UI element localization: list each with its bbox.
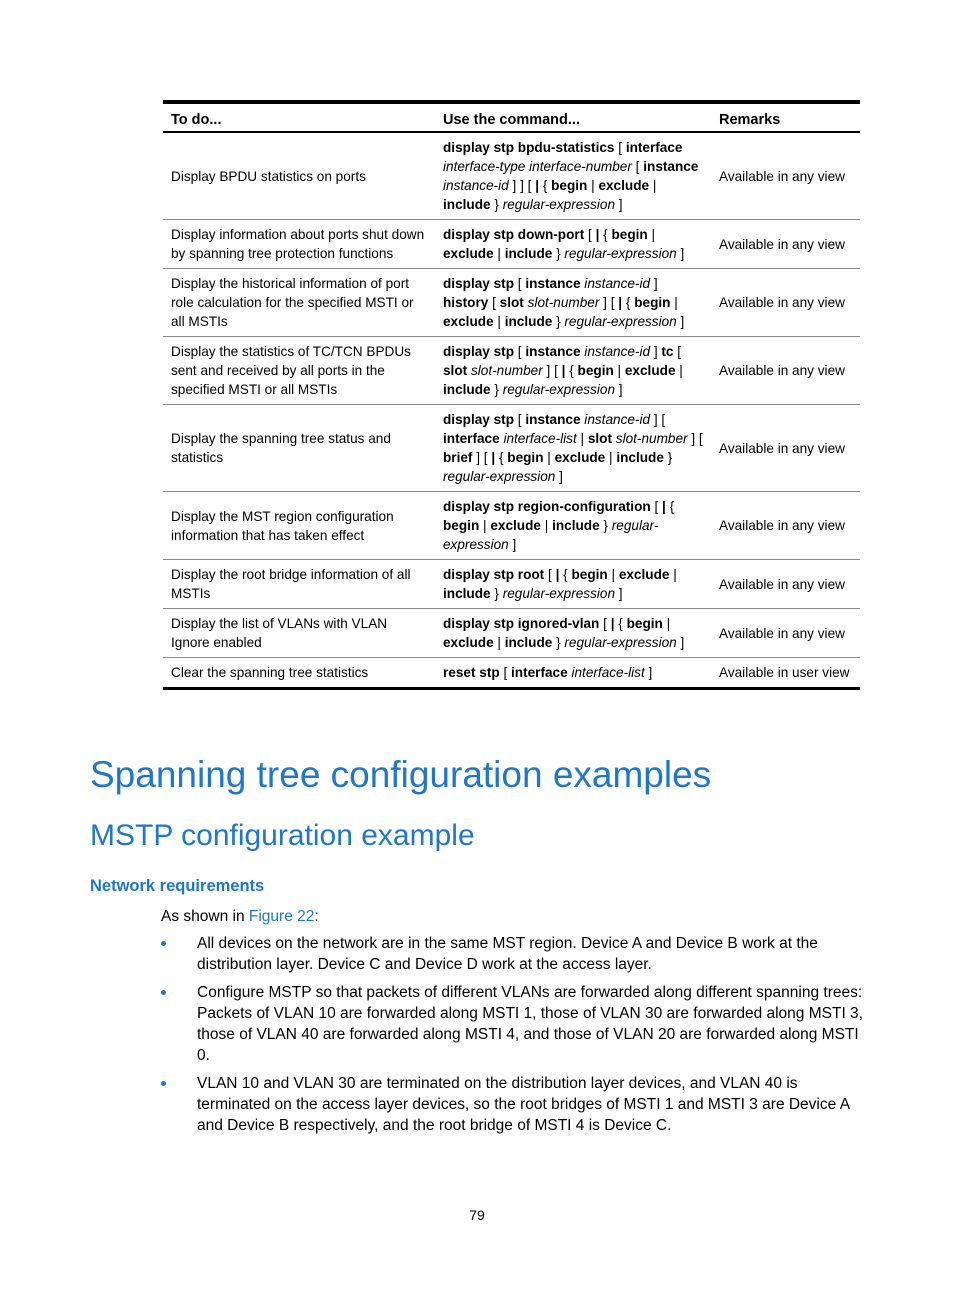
command-syntax: { xyxy=(622,295,635,310)
command-keyword: | xyxy=(662,499,666,514)
command-argument: instance-id xyxy=(584,276,651,291)
table-row xyxy=(163,609,860,658)
command-syntax: | xyxy=(670,295,678,310)
table-row xyxy=(163,560,860,609)
command-syntax: | xyxy=(675,363,683,378)
command-cell xyxy=(435,269,711,337)
intro-prefix: As shown in xyxy=(161,908,249,925)
command-syntax: [ xyxy=(599,616,611,631)
command-syntax: | xyxy=(493,246,505,261)
command-keyword: | xyxy=(555,567,560,582)
command-keyword: interface xyxy=(443,431,500,446)
command-keyword: include xyxy=(443,197,491,212)
command-argument: regular-expression xyxy=(502,586,616,601)
command-syntax: | xyxy=(605,450,617,465)
command-syntax: [ xyxy=(499,665,512,680)
command-syntax: { xyxy=(614,616,627,631)
command-cell xyxy=(435,492,711,560)
command-syntax: | xyxy=(647,227,656,242)
command-keyword: begin xyxy=(634,295,671,310)
command-keyword: instance xyxy=(643,159,699,174)
command-syntax: ] xyxy=(615,586,623,601)
bullet-icon xyxy=(161,990,166,995)
command-keyword: | xyxy=(561,363,566,378)
command-keyword: | xyxy=(535,178,539,193)
table-row xyxy=(163,220,860,269)
command-syntax: { xyxy=(599,227,612,242)
command-cell xyxy=(435,220,711,269)
command-syntax: } xyxy=(552,246,565,261)
todo-cell: Display BPDU statistics on ports xyxy=(163,132,435,220)
command-keyword: reset stp xyxy=(443,665,500,680)
command-keyword: begin xyxy=(571,567,608,582)
command-syntax: | xyxy=(543,450,555,465)
bullet-icon xyxy=(161,1081,166,1086)
subsection-title: Network requirements xyxy=(90,877,265,895)
command-keyword: display stp bpdu-statistics xyxy=(443,140,615,155)
remarks-cell: Available in any view xyxy=(711,269,860,337)
command-syntax: | xyxy=(493,314,505,329)
table-row xyxy=(163,492,860,560)
command-syntax: [ xyxy=(514,412,526,427)
list-item xyxy=(161,933,866,975)
remarks-cell: Available in any view xyxy=(711,405,860,492)
bullet-icon xyxy=(161,941,166,946)
list-item xyxy=(161,1073,866,1136)
command-keyword: begin xyxy=(577,363,614,378)
table-row xyxy=(163,269,860,337)
command-argument: regular-expression xyxy=(564,314,677,329)
command-keyword: tc xyxy=(661,344,674,359)
command-syntax: ] xyxy=(615,382,623,397)
command-syntax: | xyxy=(613,363,625,378)
command-syntax: [ xyxy=(514,344,526,359)
command-argument: slot-number xyxy=(615,431,688,446)
command-syntax: [ xyxy=(673,344,682,359)
todo-cell: Clear the spanning tree statistics xyxy=(163,658,435,689)
command-cell xyxy=(435,405,711,492)
command-cell xyxy=(435,609,711,658)
command-syntax: ] xyxy=(650,344,662,359)
remarks-cell: Available in any view xyxy=(711,560,860,609)
command-keyword: exclude xyxy=(443,246,494,261)
command-syntax: ] [ xyxy=(650,412,666,427)
command-argument: regular-expression xyxy=(502,197,616,212)
command-argument: instance-id xyxy=(584,412,651,427)
command-keyword: exclude xyxy=(443,635,494,650)
command-argument: instance-id xyxy=(443,178,509,193)
list-item-text: Configure MSTP so that packets of different VLANs are forwarded along different spanning trees: Packets of VLAN 10 are forwarded along MSTI 1, those of VLAN 30 are forwarded along MSTI 3, those of VLAN 40 are forwarded along MSTI 4, and those of VLAN 20 are forwarded along MSTI 0. xyxy=(197,984,863,1064)
command-keyword: instance xyxy=(525,344,581,359)
command-syntax: } xyxy=(490,586,503,601)
command-syntax: ] xyxy=(676,314,685,329)
intro-paragraph xyxy=(161,906,319,927)
command-argument: regular-expression xyxy=(564,635,677,650)
command-cell xyxy=(435,560,711,609)
command-argument: interface-list xyxy=(571,665,645,680)
command-keyword: slot xyxy=(499,295,524,310)
header-remarks: Remarks xyxy=(711,102,860,132)
command-keyword: begin xyxy=(551,178,588,193)
command-keyword: | xyxy=(491,450,496,465)
table-row xyxy=(163,405,860,492)
command-keyword: display stp xyxy=(443,344,515,359)
command-argument: interface-type interface-number xyxy=(443,159,632,174)
command-syntax: } xyxy=(552,314,565,329)
command-keyword: | xyxy=(610,616,615,631)
command-keyword: display stp xyxy=(443,276,515,291)
command-syntax: ] [ xyxy=(687,431,703,446)
command-argument: regular-expression xyxy=(502,382,616,397)
command-syntax: | xyxy=(649,178,657,193)
command-keyword: exclude xyxy=(618,567,670,582)
command-keyword: include xyxy=(443,586,491,601)
command-keyword: exclude xyxy=(490,518,541,533)
todo-cell: Display the historical information of port role calculation for the specified MSTI or all MSTIs xyxy=(163,269,435,337)
page-number: 79 xyxy=(469,1207,485,1223)
command-syntax: [ xyxy=(631,159,644,174)
command-syntax: ] xyxy=(650,276,658,291)
command-syntax: { xyxy=(495,450,508,465)
command-keyword: include xyxy=(552,518,600,533)
list-item-text: All devices on the network are in the same MST region. Device A and Device B work at the distribution layer. Device C and Device D work at the access layer. xyxy=(197,935,818,973)
command-argument: interface-list xyxy=(503,431,577,446)
command-keyword: slot xyxy=(587,431,612,446)
command-syntax: ] [ xyxy=(472,450,492,465)
command-keyword: begin xyxy=(507,450,544,465)
command-keyword: begin xyxy=(626,616,663,631)
list-item xyxy=(161,982,866,1066)
remarks-cell: Available in any view xyxy=(711,132,860,220)
command-keyword: exclude xyxy=(598,178,650,193)
command-table xyxy=(163,100,860,690)
command-syntax: } xyxy=(599,518,612,533)
command-syntax: { xyxy=(559,567,572,582)
command-cell xyxy=(435,132,711,220)
command-syntax: | xyxy=(662,616,671,631)
command-keyword: display stp region-configuration xyxy=(443,499,651,514)
command-keyword: include xyxy=(504,314,553,329)
command-syntax: ] [ xyxy=(542,363,562,378)
todo-cell: Display the MST region configuration information that has taken effect xyxy=(163,492,435,560)
command-keyword: begin xyxy=(611,227,648,242)
todo-cell: Display the root bridge information of all MSTIs xyxy=(163,560,435,609)
command-syntax: ] xyxy=(615,197,623,212)
command-keyword: brief xyxy=(443,450,473,465)
command-keyword: interface xyxy=(625,140,683,155)
command-syntax: } xyxy=(552,635,565,650)
command-keyword: include xyxy=(504,635,553,650)
command-keyword: display stp root xyxy=(443,567,545,582)
list-item-text: VLAN 10 and VLAN 30 are terminated on the distribution layer devices, and VLAN 40 is terminated on the access layer devices, so the root bridges of MSTI 1 and MSTI 3 are Device A and Device B respectively, and the root bridge of MSTI 4 is Device C. xyxy=(197,1075,850,1134)
table-row xyxy=(163,132,860,220)
command-argument: regular-expression xyxy=(443,469,556,484)
command-syntax: { xyxy=(565,363,578,378)
command-syntax: [ xyxy=(650,499,663,514)
command-argument: regular-expression xyxy=(443,518,659,552)
command-keyword: begin xyxy=(443,518,480,533)
command-syntax: ] xyxy=(644,665,653,680)
command-keyword: include xyxy=(443,382,491,397)
requirements-list xyxy=(161,933,866,1143)
figure-link[interactable]: Figure 22 xyxy=(248,908,315,925)
header-command: Use the command... xyxy=(435,102,711,132)
command-syntax: } xyxy=(490,197,503,212)
command-keyword: | xyxy=(595,227,600,242)
command-syntax: | xyxy=(607,567,619,582)
command-keyword: display stp ignored-vlan xyxy=(443,616,600,631)
command-argument: slot-number xyxy=(527,295,600,310)
command-syntax: } xyxy=(663,450,673,465)
command-keyword: exclude xyxy=(443,314,494,329)
command-keyword: exclude xyxy=(554,450,606,465)
command-syntax: [ xyxy=(584,227,596,242)
command-syntax: | xyxy=(669,567,677,582)
table-row xyxy=(163,658,860,689)
command-keyword: | xyxy=(618,295,623,310)
remarks-cell: Available in any view xyxy=(711,337,860,405)
command-syntax: [ xyxy=(514,276,526,291)
table-header-row xyxy=(163,102,860,132)
command-syntax: [ xyxy=(488,295,500,310)
command-keyword: instance xyxy=(525,276,581,291)
command-syntax: | xyxy=(479,518,491,533)
command-syntax: [ xyxy=(544,567,556,582)
command-syntax: | xyxy=(540,518,553,533)
todo-cell: Display information about ports shut down by spanning tree protection functions xyxy=(163,220,435,269)
command-syntax: | xyxy=(587,178,599,193)
command-argument: regular-expression xyxy=(564,246,677,261)
command-keyword: history xyxy=(443,295,489,310)
command-syntax: | xyxy=(576,431,588,446)
command-keyword: instance xyxy=(525,412,581,427)
command-keyword: display stp down-port xyxy=(443,227,585,242)
remarks-cell: Available in any view xyxy=(711,609,860,658)
command-cell xyxy=(435,658,711,689)
command-argument: instance-id xyxy=(584,344,651,359)
command-syntax: ] xyxy=(508,537,517,552)
command-syntax: [ xyxy=(614,140,626,155)
command-keyword: interface xyxy=(511,665,568,680)
section-title: Spanning tree configuration examples xyxy=(90,754,712,795)
command-keyword: include xyxy=(504,246,553,261)
command-syntax: { xyxy=(539,178,552,193)
command-keyword: exclude xyxy=(624,363,676,378)
intro-suffix: : xyxy=(314,908,319,925)
table-body xyxy=(163,132,860,689)
command-keyword: slot xyxy=(443,363,468,378)
remarks-cell: Available in any view xyxy=(711,492,860,560)
command-keyword: display stp xyxy=(443,412,515,427)
header-todo: To do... xyxy=(163,102,435,132)
command-syntax: | xyxy=(493,635,505,650)
command-syntax: ] xyxy=(676,246,685,261)
command-argument: slot-number xyxy=(470,363,543,378)
section-subtitle: MSTP configuration example xyxy=(90,819,475,852)
command-keyword: include xyxy=(616,450,664,465)
command-cell xyxy=(435,337,711,405)
command-syntax: ] ] [ xyxy=(508,178,536,193)
table-row xyxy=(163,337,860,405)
todo-cell: Display the statistics of TC/TCN BPDUs sent and received by all ports in the specified MSTI or all MSTIs xyxy=(163,337,435,405)
command-syntax: } xyxy=(490,382,503,397)
todo-cell: Display the spanning tree status and statistics xyxy=(163,405,435,492)
command-syntax: { xyxy=(665,499,675,514)
remarks-cell: Available in any view xyxy=(711,220,860,269)
remarks-cell: Available in user view xyxy=(711,658,860,689)
command-syntax: ] xyxy=(676,635,685,650)
todo-cell: Display the list of VLANs with VLAN Ignore enabled xyxy=(163,609,435,658)
command-syntax: ] xyxy=(555,469,563,484)
command-syntax: ] [ xyxy=(599,295,619,310)
